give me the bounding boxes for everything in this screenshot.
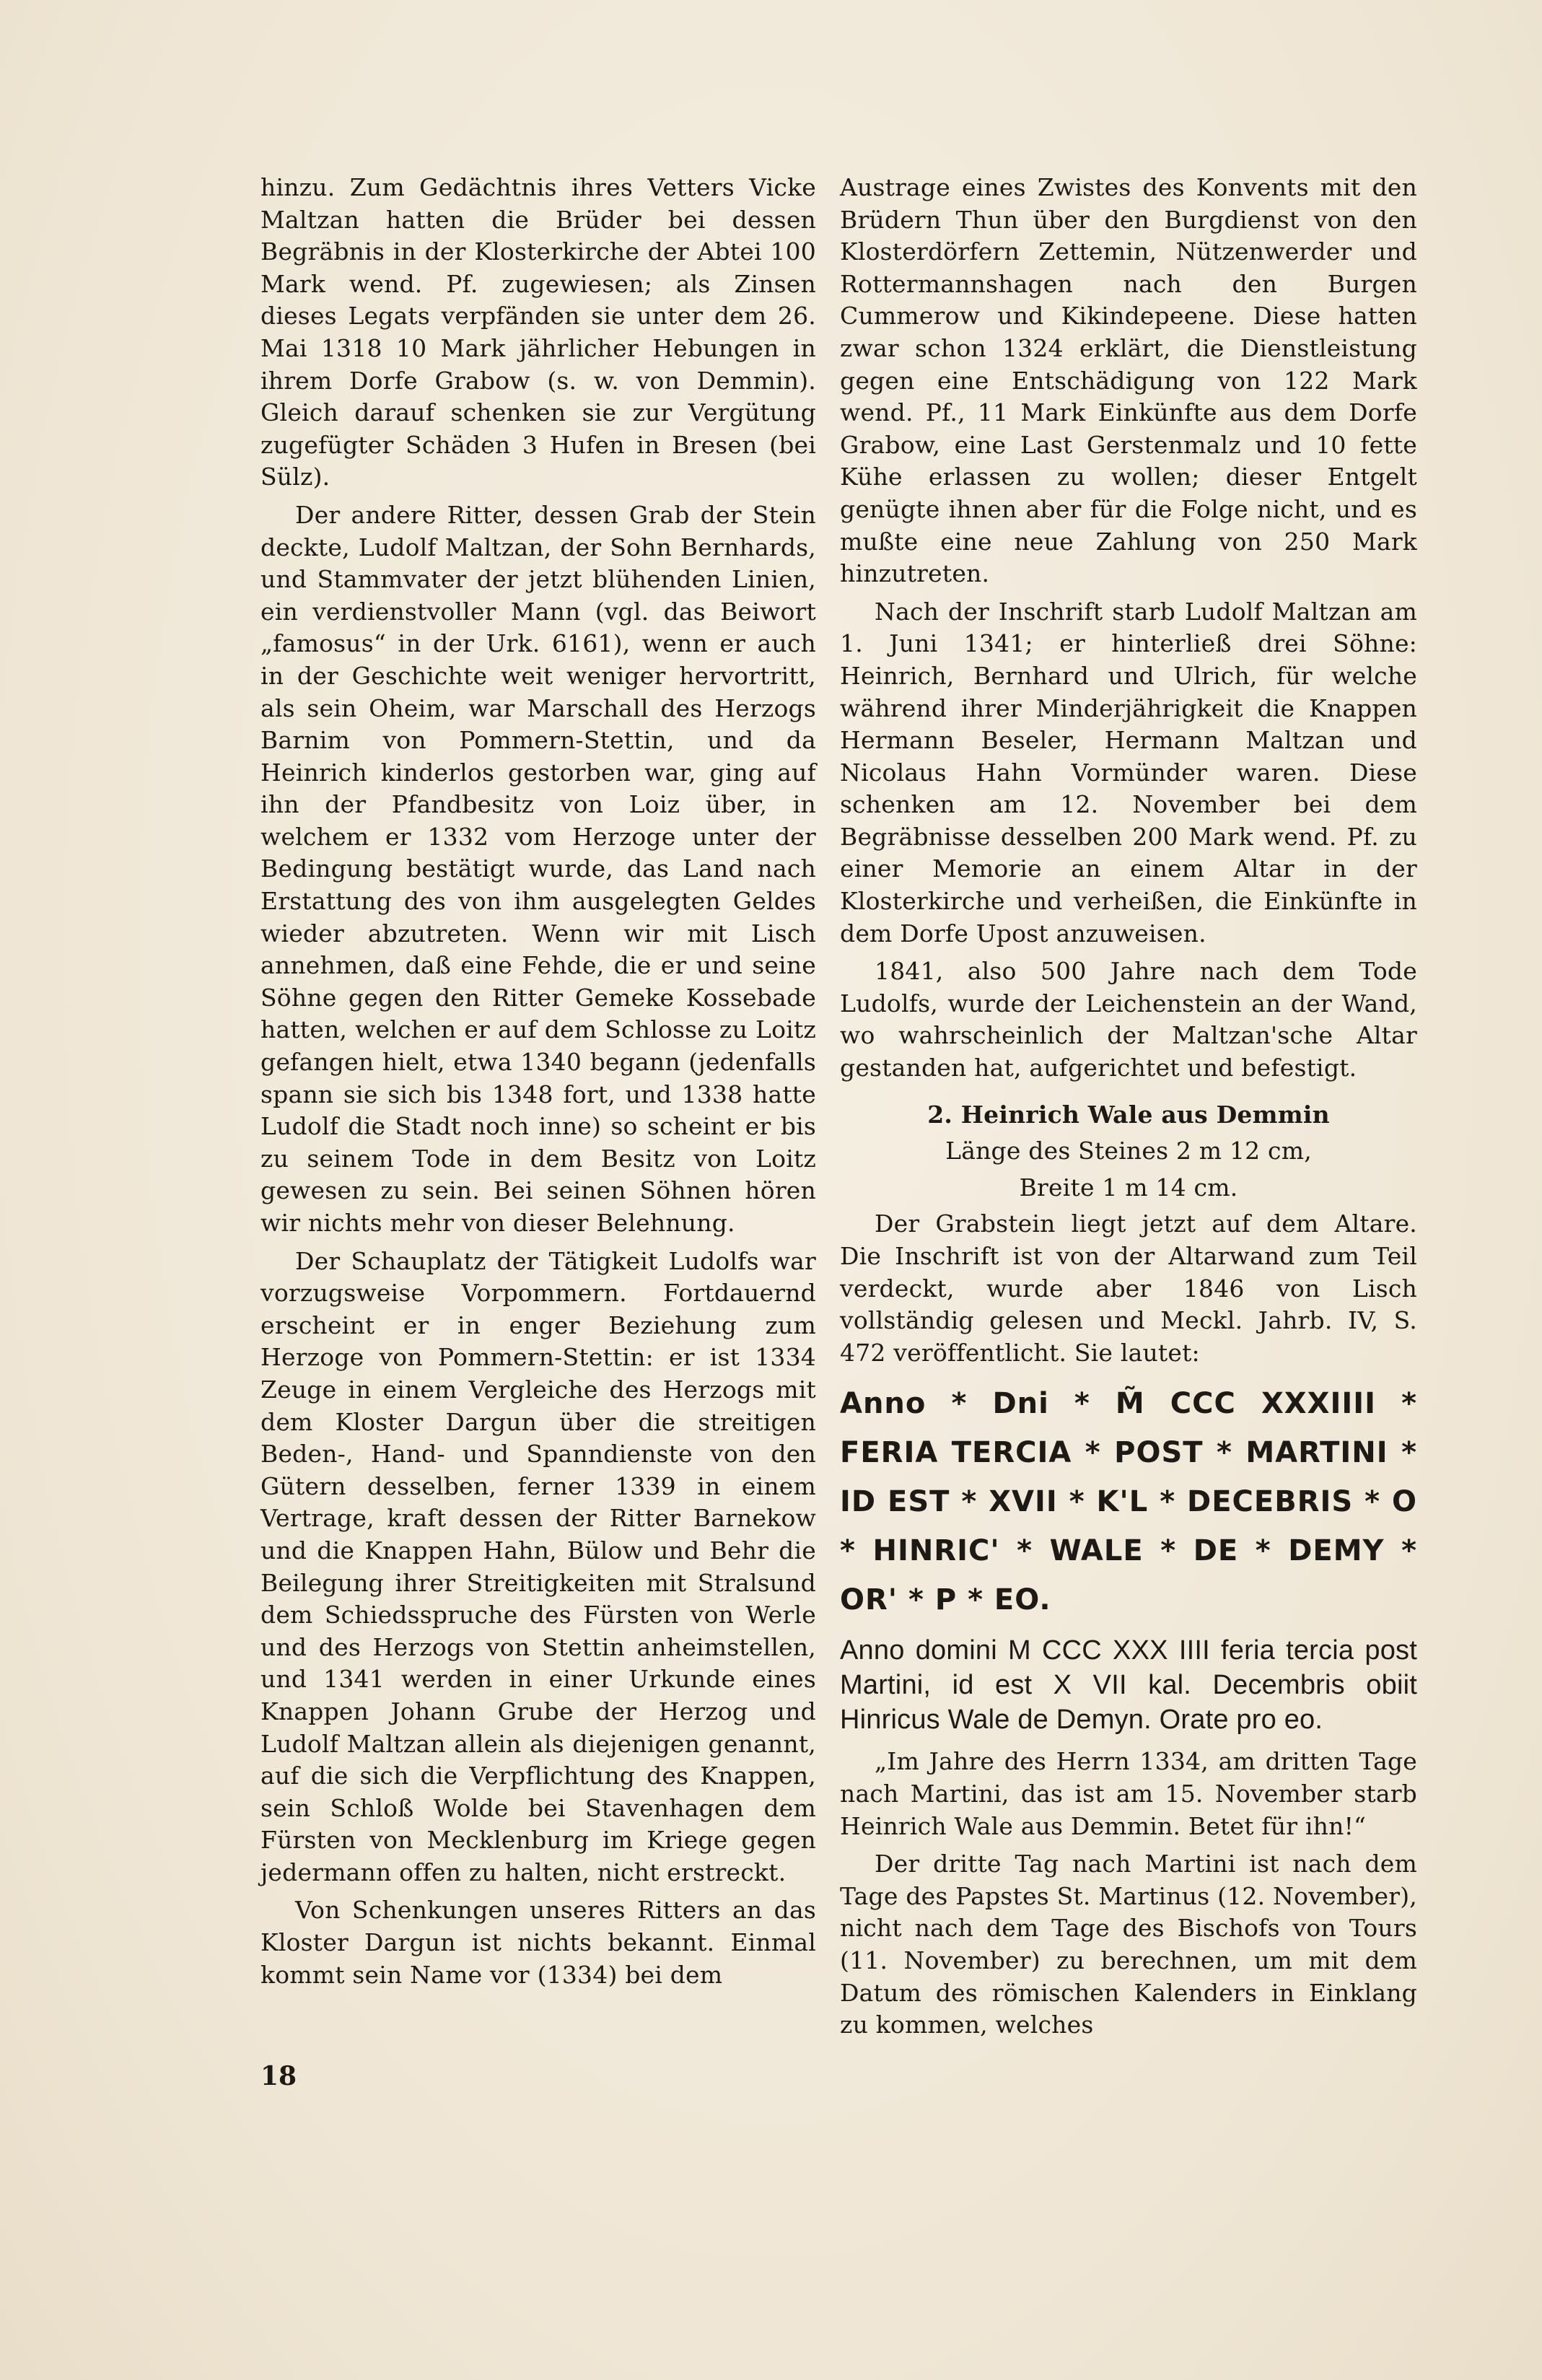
gothic-inscription: Anno * Dni * M̃ CCC XXXIIII * FERIA TERCIA * POST * MARTINI * ID EST * XVII * K'L * DECEBRIS * O * HINRIC' * WALE * DE * DEMY * OR' * P * EO. xyxy=(840,1387,1417,1617)
stone-length: Länge des Steines 2 m 12 cm, xyxy=(945,1137,1312,1165)
stone-width: Breite 1 m 14 cm. xyxy=(1019,1173,1238,1202)
paragraph: Der Grabstein liegt jetzt auf dem Altare. Die Inschrift ist von der Altarwand zum Teil verdeckt, wurde aber 1846 von Lisch vollständig gelesen und Meckl. Jahrb. IV, S. 472 veröffentlicht. Sie lautet: xyxy=(840,1209,1417,1367)
paragraph: Von Schenkungen unseres Ritters an das Kloster Dargun ist nichts bekannt. Einmal kommt sein Name vor (1334) bei dem xyxy=(260,1896,816,1989)
page-number: 18 xyxy=(260,2061,297,2091)
german-translation: „Im Jahre des Herrn 1334, am dritten Tage nach Martini, das ist am 15. November starb Heinrich Wale aus Demmin. Betet für ihn!“ xyxy=(840,1747,1417,1840)
right-column xyxy=(840,172,1417,2047)
paragraph: Austrage eines Zwistes des Konvents mit den Brüdern Thun über den Burgdienst von den Klosterdörfern Zettemin, Nützenwerder und Rottermannshagen nach den Burgen Cummerow und Kikindepeene. Diese hatten zwar schon 1324 erklärt, die Dienstleistung gegen eine Entschädigung von 122 Mark wend. Pf., 11 Mark Einkünfte aus dem Dorfe Grabow, eine Last Gerstenmalz und 10 fette Kühe erlassen zu wollen; dieser Entgelt genügte ihnen aber für die Folge nicht, und es mußte eine neue Zahlung von 250 Mark hinzutreten. xyxy=(840,173,1417,588)
paragraph: hinzu. Zum Gedächtnis ihres Vetters Vicke Maltzan hatten die Brüder bei dessen Begräbnis in der Klosterkirche der Abtei 100 Mark wend. Pf. zugewiesen; als Zinsen dieses Legats verpfänden sie unter dem 26. Mai 1318 10 Mark jährlicher Hebungen in ihrem Dorfe Grabow (s. w. von Demmin). Gleich darauf schenken sie zur Vergütung zugefügter Schäden 3 Hufen in Bresen (bei Sülz). xyxy=(260,173,816,491)
paragraph: Nach der Inschrift starb Ludolf Maltzan am 1. Juni 1341; er hinterließ drei Söhne: Heinrich, Bernhard und Ulrich, für welche während ihrer Minderjährigkeit die Knappen Hermann Beseler, Hermann Maltzan und Nicolaus Hahn Vormünder waren. Diese schenken am 12. November bei dem Begräbnisse desselben 200 Mark wend. Pf. zu einer Memorie an einem Altar in der Klosterkirche und verheißen, die Einkünfte in dem Dorfe Upost anzuweisen. xyxy=(840,597,1417,948)
left-column xyxy=(260,172,816,1997)
paragraph: Der Schauplatz der Tätigkeit Ludolfs war vorzugsweise Vorpommern. Fortdauernd erscheint er in enger Beziehung zum Herzoge von Pommern-Stettin: er ist 1334 Zeuge in einem Vergleiche des Herzogs mit dem Kloster Dargun über die streitigen Beden-, Hand- und Spanndienste von den Gütern desselben, ferner 1339 in einem Vertrage, kraft dessen der Ritter Barnekow und die Knappen Hahn, Bülow und Behr die Beilegung ihrer Streitigkeiten mit Stralsund dem Schiedsspruche des Fürsten von Werle und des Herzogs von Stettin anheimstellen, und 1341 werden in einer Urkunde eines Knappen Johann Grube der Herzog und Ludolf Maltzan allein als diejenigen genannt, auf die sich die Verpflichtung des Knappen, sein Schloß Wolde bei Stavenhagen dem Fürsten von Mecklenburg im Kriege gegen jedermann offen zu halten, nicht erstreckt. xyxy=(260,1246,816,1886)
paragraph: Der dritte Tag nach Martini ist nach dem Tage des Papstes St. Martinus (12. November), nicht nach dem Tage des Bischofs von Tours (11. November) zu berechnen, um mit dem Datum des römischen Kalenders in Einklang zu kommen, welches xyxy=(840,1850,1417,2039)
paragraph: 1841, also 500 Jahre nach dem Tode Ludolfs, wurde der Leichenstein an der Wand, wo wahrscheinlich der Maltzan'sche Altar gestanden hat, aufgerichtet und befestigt. xyxy=(840,957,1417,1082)
section-heading: 2. Heinrich Wale aus Demmin xyxy=(927,1100,1330,1129)
paragraph: Der andere Ritter, dessen Grab der Stein deckte, Ludolf Maltzan, der Sohn Bernhards, und Stammvater der jetzt blühenden Linien, ein verdienstvoller Mann (vgl. das Beiwort „famosus“ in der Urk. 6161), wenn er auch in der Geschichte weit weniger hervortritt, als sein Oheim, war Marschall des Herzogs Barnim von Pommern-Stettin, und da Heinrich kinderlos gestorben war, ging auf ihn der Pfandbesitz von Loiz über, in welchem er 1332 vom Herzoge unter der Bedingung bestätigt wurde, das Land nach Erstattung des von ihm ausgelegten Geldes wieder abzutreten. Wenn wir mit Lisch annehmen, daß eine Fehde, die er und seine Söhne gegen den Ritter Gemeke Kossebade hatten, welchen er auf dem Schlosse zu Loitz gefangen hielt, etwa 1340 begann (jedenfalls spann sie sich bis 1348 fort, und 1338 hatte Ludolf die Stadt noch inne) so scheint er bis zu seinem Tode in dem Besitz von Loitz gewesen zu sein. Bei seinen Söhnen hören wir nichts mehr von dieser Belehnung. xyxy=(260,500,816,1237)
latin-transcription: Anno domini M CCC XXX IIII feria tercia post Martini, id est X VII kal. Decembris obiit Hinricus Wale de Demyn. Orate pro eo. xyxy=(840,1635,1417,1736)
